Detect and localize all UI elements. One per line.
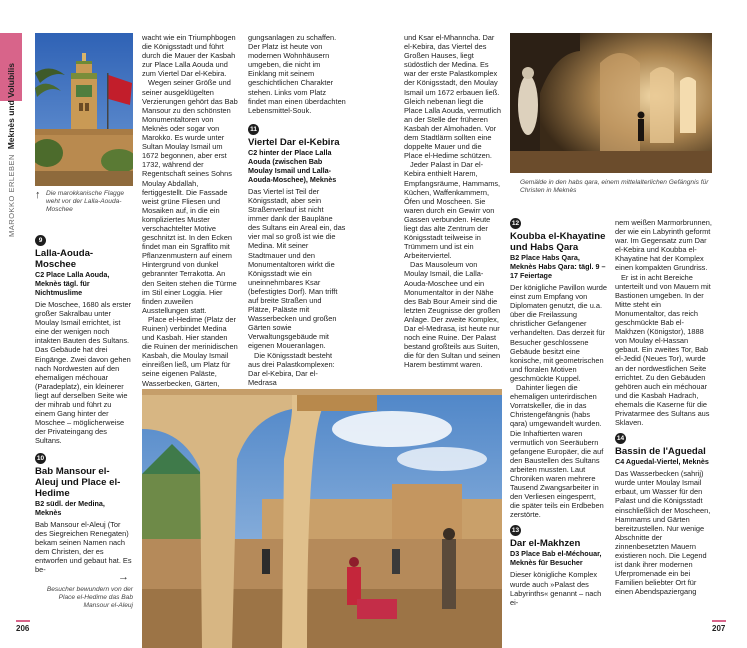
section-12 xyxy=(510,218,607,519)
page-number-left: 206 xyxy=(16,624,30,633)
paragraph: wacht wie ein Triumphbogen die Königsstadt und führt durch die Mauer der Kasbah zur Place Lalla Aouda und zum Viertel Dar el-Kebira. xyxy=(142,33,236,79)
paragraph: nem weißen Marmorbrunnen, der wie ein Labyrinth geformt war. Im Gegensatz zum Dar el-Kebira und Koubba el-Khayatine hat der Komplex einen kompakten Grundriss. xyxy=(615,218,712,273)
section-heading: Lalla-Aouda-Moschee xyxy=(35,248,94,270)
section-11 xyxy=(248,124,346,387)
paragraph: Jeder Palast in Dar el-Kebira enthielt Harem, Empfangsräume, Hammams, Küchen, Waffenkammern, Öfen und Moscheen. Sie waren durch ein Gewirr von Gassen verbunden. Heute liegt das alte Zentrum der Königsstadt teilweise in Trümmern und ist ein Arbeiterviertel. xyxy=(404,160,501,261)
chapter-running-head xyxy=(6,63,16,237)
caption-arrow-right-icon: → xyxy=(118,571,129,583)
paragraph: Das Mausoleum von Moulay Ismail, die Lalla-Aouda-Moschee und ein Monumentaltor in der Nähe des Bab Bour Ameir sind die letzten Zeugnisse der großen Anlage. Der zweite Komplex, Dar el-Medrasa, ist heute nur noch eine Ruine. Der Palast bestand großteils aus Suiten, die für den Sultan und seinen Harem bestimmt waren. xyxy=(404,260,501,370)
section-heading: Bab Mansour el-Aleuj und Place el-Hedime xyxy=(35,465,121,499)
section-meta: B2 südl. der Medina, Meknès xyxy=(35,498,105,517)
column-5 xyxy=(510,218,607,607)
photo-bab-mansour-square xyxy=(142,389,502,648)
section-heading: Viertel Dar el-Kebira xyxy=(248,136,340,148)
section-body: Das Wasserbecken (sahrij) wurde unter Moulay Ismail erbaut, um Wasser für den Palast und die Königsstadt einschließlich der Moscheen, Hammams und Gärten bereitzustellen. Nur wenige Abschnitte der zinnenbesetzten Mauern existieren noch. Die Legend ist dank ihrer modernen Uferpromenade ein bei Familien beliebter Ort für einen Abendspaziergang xyxy=(615,469,711,597)
section-body: Der königliche Pavillon wurde einst zum Empfang von Diplomaten genutzt, die u.a. über die Freilassung christlicher Gefangener verhandelten. Das derzeit für Besucher geschlossene Gebäude besitzt eine konische, mit geometrischen und floralen Motiven geschmückte Kuppel. xyxy=(510,283,607,383)
column-3 xyxy=(248,33,346,387)
section-14 xyxy=(615,433,713,596)
section-meta: D3 Place Bab el-Méchouar, Meknès für Besucher xyxy=(510,549,602,568)
section-heading: Dar el-Makhzen xyxy=(510,538,581,550)
page-number-rule-right xyxy=(712,620,726,622)
photo-lalla-aouda-mosque xyxy=(35,33,133,186)
section-body: Dahinter liegen die ehemaligen unterirdischen Vorratskeller, die in das Christengefängnis (habs qara) umgewandelt wurden. Die Inhaftierten waren vermutlich von Seeräubern gefangene Europäer, die auf den Baustellen des Sultans arbeiten mussten. Laut Chroniken waren mehrere Tausend Zwangsarbeiter in den Verliesen eingesperrt, die später teils ein Erdbeben zerstörte. xyxy=(510,383,604,520)
sight-number-badge: 12 xyxy=(511,220,520,227)
sight-number-badge: 13 xyxy=(511,527,520,535)
column-1 xyxy=(35,235,133,574)
paragraph: gungsanlagen zu schaffen. Der Platz ist heute von modernen Wohnhäusern umgeben, die nicht im Einklang mit seinem geschichtlichen Charakter stehen. Links vom Platz findet man einen überdachten Lebensmittel-Souk. xyxy=(248,33,346,115)
section-meta: C2 Place Lalla Aouda, Meknès tägl. für Nichtmuslime xyxy=(35,270,110,297)
section-heading: Bassin de l'Aguedal xyxy=(615,446,706,458)
section-label: MAROKKO ERLEBEN xyxy=(7,154,16,237)
section-body: Bab Mansour el-Aleuj (Tor des Siegreichen Renegaten) bekam seinen Namen nach dem Christen, der es entworfen und gebaut hat. Es be- xyxy=(35,519,132,574)
section-13 xyxy=(510,525,607,606)
paragraph: Er ist in acht Bereiche unterteilt und von Mauern mit Bastionen umgeben. In der Mitte steht ein Monumentaltor, das reich geschmückte Bab el-Makhzen (Königstor), 1888 von Moulay el-Hassan gebaut. Ein zweites Tor, Bab el-Jedid (Neues Tor), wurde an der nordwestlichen Seite errichtet. Zu den Gebäuden gehören auch ein méchouar und die Kasbah Hadrach, ehemals die Kaserne für die Privatarmee des Sultans aus Sklaven. xyxy=(615,272,711,428)
caption-arrow-up-icon: ↑ xyxy=(35,189,41,201)
sight-number-badge: 11 xyxy=(248,124,259,135)
chapter-label: Meknès und Volubilis xyxy=(6,63,16,150)
paragraph: Place el-Hedime (Platz der Ruinen) verbindet Medina und Kasbah. Hier standen die Ruinen der merinidischen Kasbah, die Moulay Ismail einreißen ließ, um Platz für seine eigenen Paläste, Wasserbecken, Gärten, xyxy=(142,314,238,388)
section-9 xyxy=(35,235,133,446)
section-meta: C4 Aguedal-Viertel, Meknès xyxy=(615,457,709,467)
section-meta: C2 hinter der Place Lalla Aouda (zwischen Bab Moulay Ismail und Lalla-Aouda-Moschee), Meknès xyxy=(248,147,337,184)
page-number-right: 207 xyxy=(712,624,726,633)
section-heading: Koubba el-Khayatine und Habs Qara xyxy=(510,231,606,253)
caption-top-right: Gemälde in den habs qara, einem mittelalterlichen Gefängnis für Christen in Meknès xyxy=(520,179,709,194)
sight-number-badge: 10 xyxy=(36,454,45,462)
section-meta: B2 Place Habs Qara, Meknès Habs Qara: tägl. 9 –17 Feiertage xyxy=(510,253,606,280)
caption-top-left: Die marokkanische Flagge weht vor der Lalla-Aouda-Moschee xyxy=(46,190,125,213)
section-10 xyxy=(35,453,133,575)
section-body: Die Königsstadt besteht aus drei Palastkomplexen: Dar el-Kebira, Dar el-Medrasa xyxy=(248,350,335,387)
paragraph: Wegen seiner Größe und seiner ausgeklügelten Verzierungen gehört das Bab Mansour zu den schönsten Monumentaltoren von Meknès oder sogar von Marokko. Es wurde unter Sultan Moulay Ismail um 1672 begonnen, aber erst 1732, während der Regentschaft seines Sohns Moulay Abdallah, fertiggestellt. Die Fassade weist grüne Fliesen und Mosaiken auf, in die ein kompliziertes Muster verschachtelter Motive geschnitzt ist. In den Ecken findet man ein Sgraffito mit Pflanzenmustern auf einem Hintergrund von dunkel gebrannter Terrakotta. An den Seiten stehen die Türme im Stil einer Loggia. Hier finden zuweilen Ausstellungen statt. xyxy=(142,78,238,315)
paragraph: und Ksar el-Mhanncha. Dar el-Kebira, das Viertel des Großen Hauses, liegt südöstlich der Medina. Es war der erste Palastkomplex der Königsstadt, den Moulay Ismail um 1672 erbauen ließ. Gleich nebenan liegt die Place Lalla Aouda, vermutlich an der Stelle der früheren Kasbah der Almohaden. Vor dem Stadtlärm sollten eine doppelte Mauer und die Place el-Hedime schützen. xyxy=(404,33,501,161)
column-4 xyxy=(404,33,502,369)
page-number-rule-left xyxy=(16,620,30,622)
section-body: Das Viertel ist Teil der Königsstadt, aber sein Straßenverlauf ist nicht immer dank der Baupläne des Sultans ein Areal ein, das vier mal so groß ist wie die Medina. Mit seiner Stadtmauer und den Monumentaltoren wirkt die Königsstadt wie ein uneinnehmbares Ksar (befestigtes Dorf). Man trifft auf breite Straßen und Plätze, Paläste mit Wasserbecken und großen Gärten sowie Verwaltungsgebäude mit eigenen Moueranlagen. xyxy=(248,186,346,351)
section-body: Dieser königliche Komplex wurde auch »Palast des Labyrinths« genannt – nach ei- xyxy=(510,570,602,607)
column-6 xyxy=(615,218,713,596)
sight-number-badge: 14 xyxy=(616,435,625,443)
column-2 xyxy=(142,33,239,406)
section-body: Die Moschee, 1680 als erster großer Sakralbau unter Moulay Ismail errichtet, ist eine der wenigen noch intakten Bauten des Sultans. Das Gebäude hat drei Eingänge. Zwei davon gehen nach Nordwesten auf den ehemaligen méchouar (Paradeplatz), ein kleinerer liegt auf derselben Seite wie der mihrab und führt zu einem Gang hinter der Moschee – möglicherweise der Privateingang des Sultans. xyxy=(35,300,132,446)
sight-number-badge: 9 xyxy=(35,235,46,246)
caption-bottom: Besucher bewundern von der Place el-Hedime das Bab Mansour el-Aleuj xyxy=(46,586,133,609)
photo-habs-qara-prison xyxy=(510,33,712,173)
